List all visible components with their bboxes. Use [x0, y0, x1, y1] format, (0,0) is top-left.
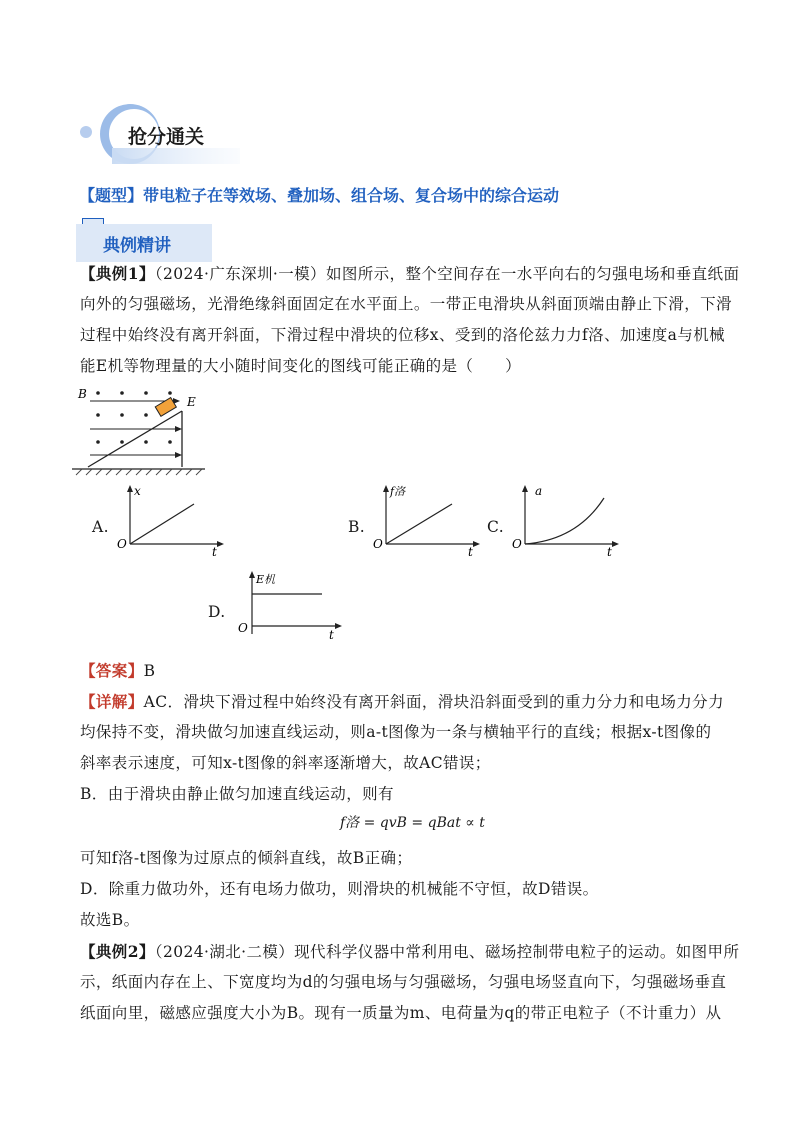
example-heading: 典例精讲 [103, 236, 171, 256]
explanation-line7: 故选B。 [80, 911, 140, 929]
option-a-xlabel: t [212, 545, 217, 557]
option-a-ylabel: x [134, 484, 141, 498]
explanation-line6: D．除重力做功外，还有电场力做功，则滑块的机械能不守恒，故D错误。 [80, 880, 599, 898]
field-label-B: B [78, 387, 87, 401]
answer-line [80, 655, 155, 687]
explanation-line4: B．由于滑块由静止做匀加速直线运动，则有 [80, 785, 394, 803]
explanation-line2: 均保持不变，滑块做匀加速直线运动，则a-t图像为一条与横轴平行的直线；根据x-t图像的 [80, 723, 712, 741]
answer-value: B [143, 662, 156, 680]
option-d-graph [232, 568, 347, 646]
explanation-label: 【详解】 [80, 692, 144, 711]
example1-tag: 【典例1】 [80, 264, 155, 283]
explanation-line5: 可知f洛-t图像为过原点的倾斜直线，故B正确； [80, 849, 413, 867]
answer-label: 【答案】 [80, 661, 144, 680]
explanation-text-1: AC．滑块下滑过程中始终没有离开斜面，滑块沿斜面受到的重力分力和电场力分力 [143, 693, 724, 711]
type-title: 【题型】带电粒子在等效场、叠加场、组合场、复合场中的综合运动 [79, 186, 560, 205]
explanation-line3: 斜率表示速度，可知x-t图像的斜率逐渐增大，故AC错误； [80, 754, 491, 772]
section-title: 抢分通关 [128, 126, 205, 148]
example2-tag: 【典例2】 [80, 942, 155, 961]
example1-line1 [80, 258, 739, 290]
option-d-ylabel: E机 [256, 573, 276, 586]
option-d-letter: D. [208, 603, 226, 621]
example1-text-1: 如图所示，整个空间存在一水平向右的匀强电场和垂直纸面 [325, 265, 740, 283]
option-b-graph [368, 482, 483, 557]
option-b-xlabel: t [468, 545, 473, 557]
explanation-formula: f洛 = qvB = qBat ∝ t [340, 815, 485, 831]
example1-source: （2024·广东深圳·一模） [154, 265, 326, 283]
incline-figure [70, 385, 210, 480]
example1-line4: 能E机等物理量的大小随时间变化的图线可能正确的是（ ） [80, 357, 522, 375]
option-b-ylabel: f洛 [390, 485, 406, 498]
option-c-origin: O [512, 537, 522, 551]
option-c-ylabel: a [535, 484, 543, 498]
option-a-letter: A. [92, 518, 109, 536]
option-a-graph [112, 482, 227, 557]
example2-line3: 纸面向里，磁感应强度大小为B。现有一质量为m、电荷量为q的带正电粒子（不计重力）从 [80, 1004, 722, 1022]
example1-line2: 向外的匀强磁场，光滑绝缘斜面固定在水平面上。一带正电滑块从斜面顶端由静止下滑，下滑 [80, 295, 732, 313]
explanation-line1 [80, 686, 724, 718]
option-d-xlabel: t [329, 628, 334, 642]
example2-line2: 示，纸面内存在上、下宽度均为d的匀强电场与匀强磁场，匀强电场竖直向下，匀强磁场垂直 [80, 973, 727, 991]
example1-line3: 过程中始终没有离开斜面，下滑过程中滑块的位移x、受到的洛伦兹力力f洛、加速度a与机械 [80, 326, 726, 344]
option-c-xlabel: t [607, 545, 612, 557]
option-a-origin: O [117, 537, 127, 551]
option-b-origin: O [373, 537, 383, 551]
example2-line1 [80, 936, 739, 968]
option-d-origin: O [238, 621, 248, 635]
option-c-graph [507, 482, 622, 557]
example2-text-1: 现代科学仪器中常利用电、磁场控制带电粒子的运动。如图甲所 [294, 943, 740, 961]
example2-source: （2024·湖北·二模） [154, 943, 295, 961]
option-b-letter: B. [348, 518, 366, 536]
option-c-letter: C. [487, 518, 505, 536]
field-label-E: E [187, 395, 196, 409]
